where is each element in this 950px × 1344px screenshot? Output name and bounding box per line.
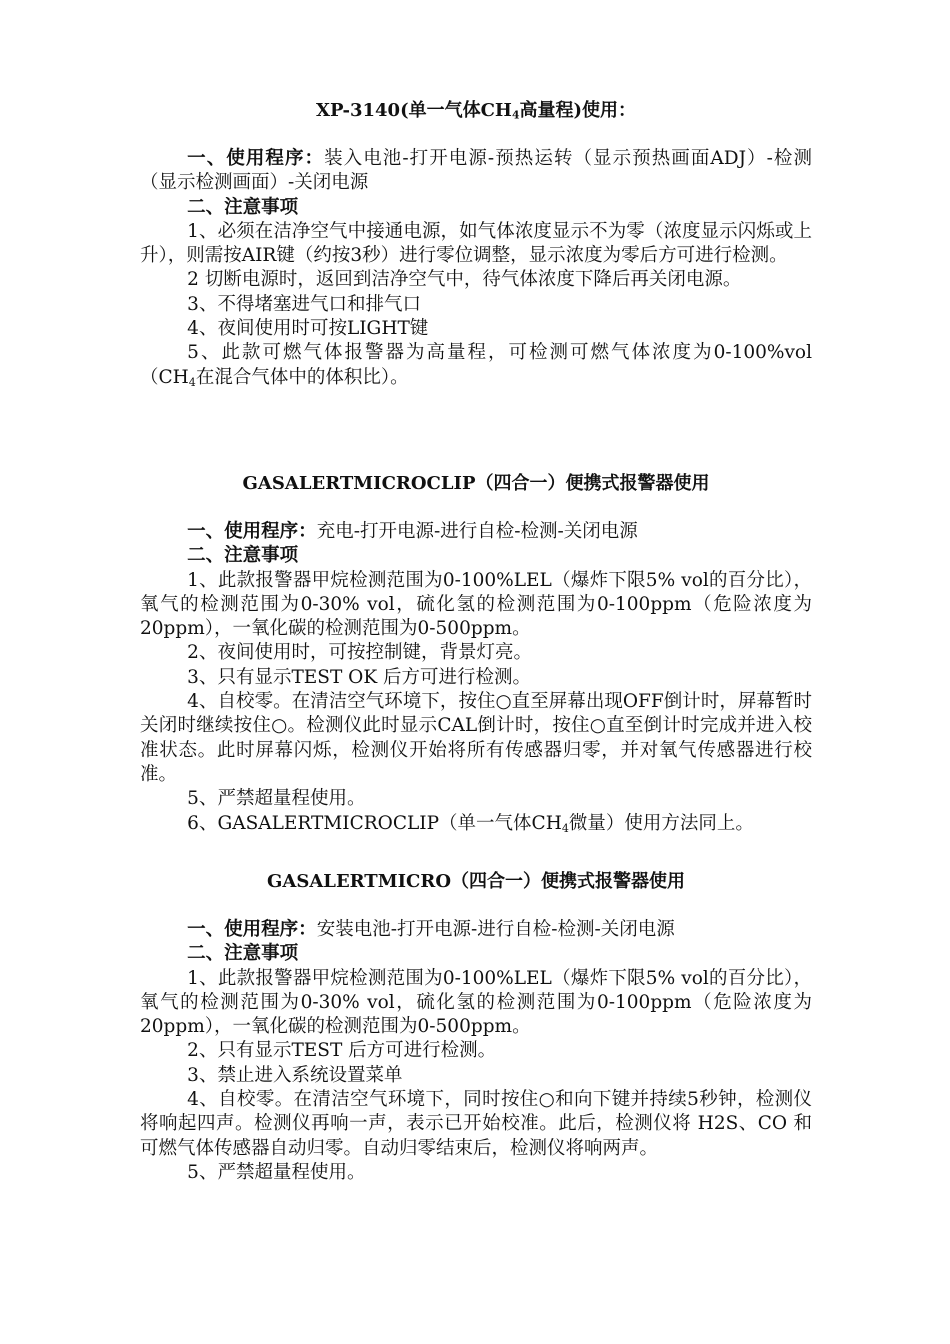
note-item: 2、只有显示TEST 后方可进行检测。: [187, 1040, 497, 1062]
section-gasalertmicro: [140, 870, 812, 1185]
procedure-paragraph: [140, 918, 812, 942]
note-item: 1、此款报警器甲烷检测范围为0-100%LEL（爆炸下限5% vol的百分比），氧气的检测范围为0-30% vol，硫化氢的检测范围为0-100ppm（危险浓度为20ppm），一氧化碳的检测范围为0-500ppm。: [140, 967, 812, 1038]
note-item: 1、必须在洁净空气中接通电源，如气体浓度显示不为零（浓度显示闪烁或上升），则需按AIR键（约按3秒）进行零位调整，显示浓度为零后方可进行检测。: [140, 220, 812, 267]
subscript: 4: [188, 375, 196, 389]
notes-heading: 二、注意事项: [187, 196, 299, 218]
note-item: 1、此款报警器甲烷检测范围为0-100%LEL（爆炸下限5% vol的百分比），氧气的检测范围为0-30% vol，硫化氢的检测范围为0-100ppm（危险浓度为20ppm），一氧化碳的检测范围为0-500ppm。: [140, 569, 812, 640]
note-item: 4、夜间使用时可按LIGHT键: [187, 318, 429, 340]
note-item: 3、禁止进入系统设置菜单: [187, 1064, 403, 1086]
notes-heading: 二、注意事项: [187, 545, 299, 567]
note-text: 5、此款可燃气体报警器为高量程，可检测可燃气体浓度为0-100%vol（CH: [140, 342, 812, 388]
note-item: [140, 341, 812, 390]
note-item: 3、不得堵塞进气口和排气口: [187, 293, 421, 315]
subscript: 4: [561, 821, 569, 835]
procedure-text: 装入电池-打开电源-预热运转（显示预热画面ADJ）-检测（显示检测画面）-关闭电源: [140, 148, 812, 194]
note-text: 微量）使用方法同上。: [568, 812, 754, 834]
title-text: 高量程)使用：: [519, 100, 636, 121]
note-item: 2 切断电源时，返回到洁净空气中，待气体浓度下降后再关闭电源。: [187, 269, 742, 291]
note-item: 5、严禁超量程使用。: [187, 788, 366, 810]
note-item: 3、只有显示TEST OK 后方可进行检测。: [187, 666, 532, 688]
note-text: 6、GASALERTMICROCLIP（单一气体CH: [187, 812, 562, 834]
procedure-heading: 一、使用程序：: [187, 148, 325, 169]
procedure-heading: 一、使用程序：: [187, 521, 317, 542]
procedure-paragraph: [140, 520, 812, 544]
section-xp3140: [140, 99, 812, 390]
section-body: [140, 918, 812, 1185]
title-text: XP-3140(单一气体CH: [316, 100, 512, 121]
section-gasalertmicroclip: [140, 472, 812, 836]
procedure-paragraph: [140, 147, 812, 196]
procedure-heading: 一、使用程序：: [187, 919, 317, 940]
section-body: [140, 520, 812, 836]
note-item: 4、自校零。在清洁空气环境下，同时按住○和向下键并持续5秒钟，检测仪将响起四声。检测仪再响一声，表示已开始校准。此后，检测仪将 H2S、CO 和可燃气体传感器自动归零。自动归零结束后，检测仪将响两声。: [140, 1089, 812, 1159]
note-item: 5、严禁超量程使用。: [187, 1161, 366, 1183]
section-title: GASALERTMICROCLIP（四合一）便携式报警器使用: [242, 473, 710, 494]
note-item: 2、夜间使用时，可按控制键，背景灯亮。: [187, 642, 532, 664]
note-item: 4、自校零。在清洁空气环境下，按住○直至屏幕出现OFF倒计时，屏幕暂时关闭时继续按住○。检测仪此时显示CAL倒计时，按住○直至倒计时完成并进入校准状态。此时屏幕闪烁，检测仪开始将所有传感器归零，并对氧气传感器进行校准。: [140, 691, 812, 785]
note-item: [140, 812, 812, 836]
section-body: [140, 147, 812, 390]
procedure-text: 充电-打开电源-进行自检-检测-关闭电源: [316, 521, 638, 542]
note-text: 在混合气体中的体积比）。: [195, 366, 409, 388]
procedure-text: 安装电池-打开电源-进行自检-检测-关闭电源: [316, 919, 675, 940]
subscript: 4: [511, 108, 520, 122]
notes-heading: 二、注意事项: [187, 943, 299, 965]
section-title: [140, 99, 812, 123]
section-title: GASALERTMICRO（四合一）便携式报警器使用: [266, 871, 686, 892]
